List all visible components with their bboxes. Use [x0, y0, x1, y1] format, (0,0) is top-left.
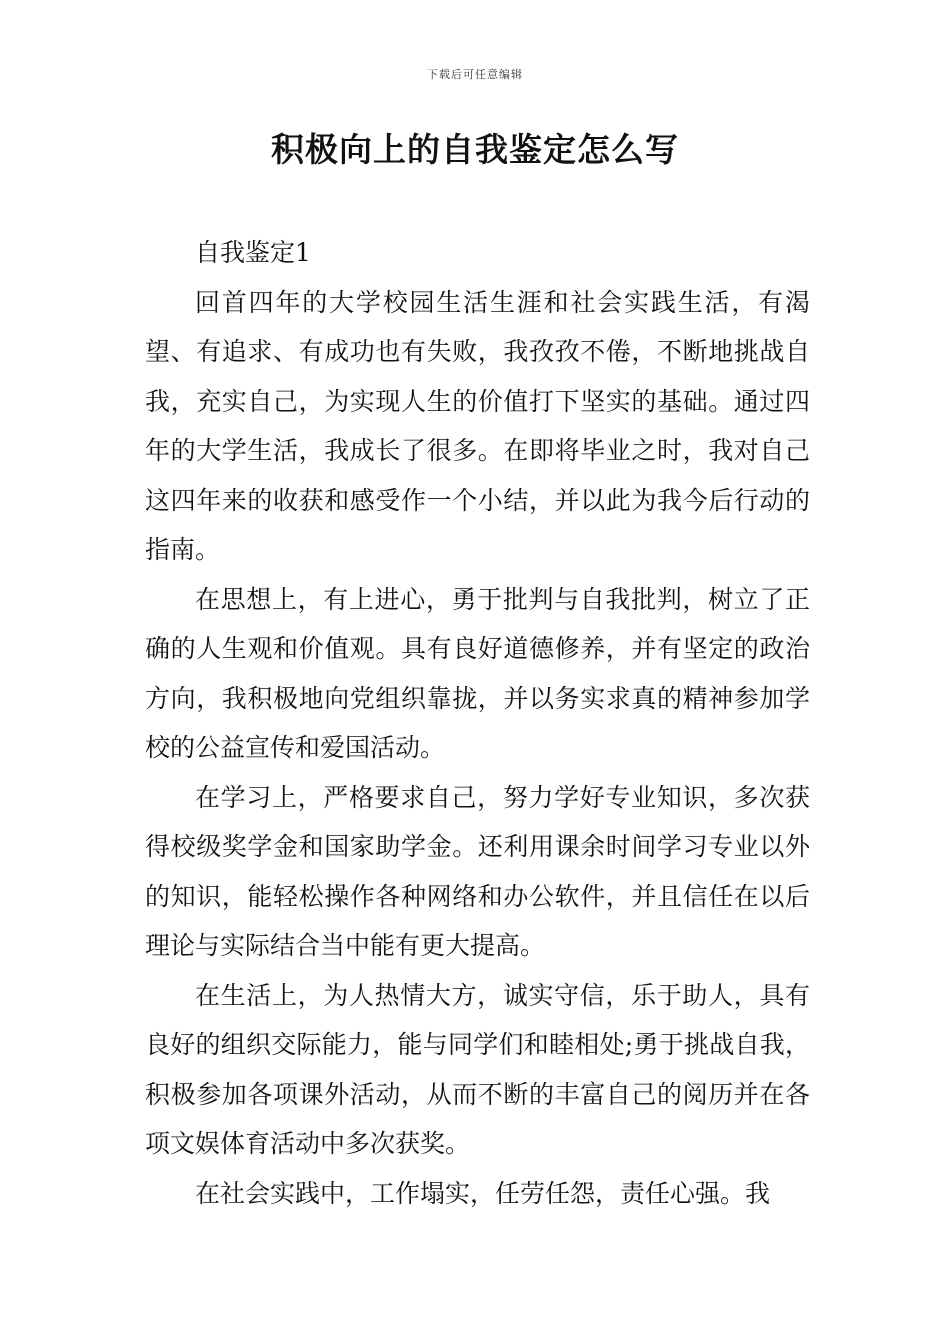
paragraph-practice: 在社会实践中，工作塌实，任劳任怨，责任心强。我 — [195, 1178, 771, 1208]
document-body — [145, 228, 810, 1218]
header-note: 下载后可任意编辑 — [427, 68, 523, 81]
paragraph-thought: 在思想上，有上进心，勇于批判与自我批判，树立了正确的人生观和价值观。具有良好道德修养，并有坚定的政治方向，我积极地向党组织靠拢，并以务实求真的精神参加学校的公益宣传和爱国活动。 — [145, 584, 810, 762]
paragraph-study: 在学习上，严格要求自己，努力学好专业知识，多次获得校级奖学金和国家助学金。还利用课余时间学习专业以外的知识，能轻松操作各种网络和办公软件，并且信任在以后理论与实际结合当中能有更大提高。 — [145, 782, 810, 960]
document-title: 积极向上的自我鉴定怎么写 — [271, 130, 679, 169]
paragraph-life: 在生活上，为人热情大方，诚实守信，乐于助人，具有良好的组织交际能力，能与同学们和睦相处;勇于挑战自我，积极参加各项课外活动，从而不断的丰富自己的阅历并在各项文娱体育活动中多次获奖。 — [145, 980, 810, 1158]
paragraph-intro: 回首四年的大学校园生活生涯和社会实践生活，有渴望、有追求、有成功也有失败，我孜孜不倦，不断地挑战自我，充实自己，为实现人生的价值打下坚实的基础。通过四年的大学生活，我成长了很多。在即将毕业之时，我对自己这四年来的收获和感受作一个小结，并以此为我今后行动的指南。 — [145, 287, 810, 564]
section-heading: 自我鉴定1 — [195, 238, 311, 267]
